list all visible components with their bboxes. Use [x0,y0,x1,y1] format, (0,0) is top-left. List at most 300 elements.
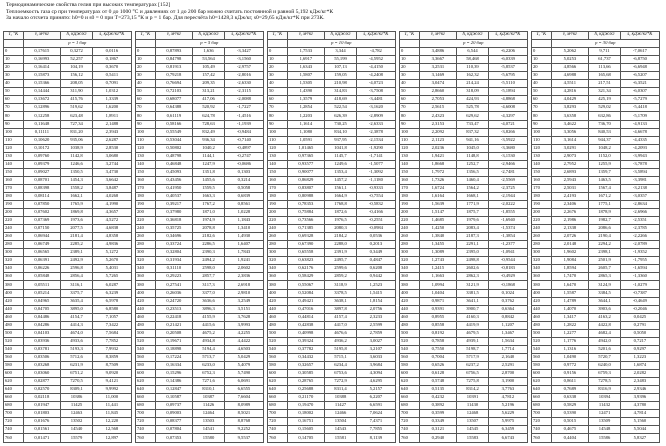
volume-cell: 0,10620 [23,136,61,144]
table-row [136,353,264,361]
enthalpy-cell: 13509 [589,418,621,426]
enthalpy-cell: 55,199 [325,56,357,64]
table-row [136,329,264,337]
temperature-cell: 760 [4,434,24,443]
temperature-cell: 20 [532,64,552,72]
enthalpy-cell: 12471 [589,410,621,418]
temperature-cell: 260 [4,233,24,241]
enthalpy-cell: 1768,8 [325,200,357,208]
table-row [136,64,264,72]
volume-cell: 0,75884 [287,209,325,217]
enthalpy-cell: 104,19 [61,64,93,72]
table-row [400,96,528,104]
volume-cell: 2,2092 [419,128,457,136]
volume-cell: 0,90077 [287,168,325,176]
entropy-cell: -6,8750 [620,56,659,64]
table-row [268,289,396,297]
volume-cell: 3,4886 [419,48,457,56]
enthalpy-cell: 15586 [589,434,621,443]
volume-cell: 3,3056 [551,128,589,136]
table-row [4,56,132,64]
table-row [136,128,264,136]
enthalpy-cell: 1979,6 [457,217,489,225]
entropy-cell: -2,6330 [224,80,263,88]
entropy-cell: -1,5077 [356,160,395,168]
table-row [400,361,528,369]
table-row [400,184,528,192]
table-row [532,410,660,418]
enthalpy-cell: 4936,2 [325,337,357,345]
temperature-cell: 120 [532,144,552,152]
enthalpy-cell: 733,47 [457,120,489,128]
volume-cell: 1,5305 [287,80,325,88]
enthalpy-cell: 1564,2 [457,184,489,192]
temperature-cell: 100 [136,128,156,136]
enthalpy-cell: 12468 [457,410,489,418]
volume-cell: 0,06565 [23,249,61,257]
temperature-cell: 300 [136,249,156,257]
table-row [532,104,660,112]
pressure-label: p = 30 бар [551,40,659,48]
entropy-cell: -3,2138 [620,184,659,192]
enthalpy-cell: 1664,9 [325,192,357,200]
table-row [136,56,264,64]
entropy-cell: 4,0268 [92,192,131,200]
temperature-cell: 560 [4,353,24,361]
temperature-cell: 110 [136,136,156,144]
volume-cell: 2,1986 [551,217,589,225]
enthalpy-cell: 4419,9 [457,321,489,329]
enthalpy-cell: 4934,8 [193,337,225,345]
enthalpy-cell: 425,19 [589,96,621,104]
enthalpy-cell: 11430 [457,402,489,410]
enthalpy-cell: 2857,7 [193,273,225,281]
temperature-cell: 500 [268,329,288,337]
table-row [400,225,528,233]
temperature-cell: 520 [4,337,24,345]
table-row [532,402,660,410]
table-row [268,305,396,313]
table-row [4,217,132,225]
enthalpy-cell: 3384,5 [589,289,621,297]
temperature-cell: 360 [4,273,24,281]
enthalpy-cell: 1144,1 [193,152,225,160]
table-row [136,402,264,410]
entropy-cell: -1,0279 [620,281,659,289]
enthalpy-cell: 1561,1 [325,184,357,192]
table-row [400,426,528,434]
table-row [400,273,528,281]
entropy-cell: 2,3233 [356,313,395,321]
enthalpy-cell: 217,51 [589,80,621,88]
temperature-cell: 580 [268,361,288,369]
volume-cell: 0,68077 [155,96,193,104]
temperature-cell: 360 [268,273,288,281]
table-row [532,128,660,136]
entropy-cell: 1,9241 [224,257,263,265]
entropy-cell: 0,6208 [356,265,395,273]
pressure-label: p = 5 бар [155,40,263,48]
enthalpy-cell: 2291,1 [457,241,489,249]
temperature-cell: 200 [136,209,156,217]
entropy-cell: 12,568 [92,426,131,434]
entropy-cell: -2,2266 [620,233,659,241]
volume-cell: 0,21421 [155,321,193,329]
column-header-v: v, м³/кг [551,32,589,40]
volume-cell: 5,2062 [551,48,589,56]
table-row [4,80,132,88]
enthalpy-cell: 3118,9 [325,281,357,289]
temperature-cell: 160 [268,176,288,184]
entropy-cell: 5,7490 [224,369,263,377]
volume-cell: 0,86829 [287,176,325,184]
enthalpy-cell: 3,344 [325,48,357,56]
entropy-cell: 5,6229 [488,410,527,418]
table-row [136,289,264,297]
enthalpy-cell: 3897,8 [325,305,357,313]
enthalpy-cell: 1558,2 [61,184,93,192]
entropy-cell: -1,7227 [224,104,263,112]
volume-cell: 2,4323 [419,112,457,120]
temperature-cell: 120 [400,144,420,152]
temperature-cell: 720 [4,418,24,426]
enthalpy-cell: 1460,4 [457,176,489,184]
temperature-cell: 500 [4,329,24,337]
column-header-h: h, кДж/кг [457,32,489,40]
temperature-cell: 600 [400,369,420,377]
volume-cell: 2,5031 [551,184,589,192]
enthalpy-cell: 3381,5 [457,289,489,297]
temperature-cell: 70 [400,104,420,112]
table-row [532,426,660,434]
entropy-cell: 12,220 [92,418,131,426]
entropy-cell: -4,0723 [356,80,395,88]
entropy-cell: 9,5537 [224,434,263,443]
enthalpy-cell: 1663,3 [193,192,225,200]
temperature-cell: 20 [136,64,156,72]
table-row [532,265,660,273]
volume-cell: 1,4685 [419,217,457,225]
volume-cell: 1,01465 [287,144,325,152]
volume-cell: 0,19671 [155,337,193,345]
table-row [532,233,660,241]
table-row [4,257,132,265]
volume-cell: 0,44814 [287,313,325,321]
temperature-cell: 660 [136,394,156,402]
volume-cell: 3,0474 [419,80,457,88]
entropy-cell: 1,6200 [92,104,131,112]
table-row [136,361,264,369]
temperature-cell: 200 [532,209,552,217]
temperature-cell: 280 [400,241,420,249]
enthalpy-cell: 1142,8 [61,152,93,160]
enthalpy-cell: 4675,2 [193,329,225,337]
entropy-cell: 3,0027 [356,337,395,345]
temperature-cell: 760 [532,434,552,443]
table-row [268,418,396,426]
table-row [268,217,396,225]
table-row [268,225,396,233]
volume-cell: 0,5135 [419,386,457,394]
table-row [268,96,396,104]
table-row [400,410,528,418]
entropy-cell: 1,1843 [224,217,263,225]
temperature-cell: 320 [400,257,420,265]
table-row [532,394,660,402]
enthalpy-cell: 1048,2 [589,144,621,152]
entropy-cell: 6,6591 [356,402,395,410]
column-header-v: v, м³/кг [155,32,193,40]
enthalpy-cell: 0,3272 [61,48,93,56]
column-header-s: s, кДж/кг*К [620,32,659,40]
entropy-cell: -1,3092 [356,168,395,176]
entropy-cell: 2,8700 [488,369,527,377]
entropy-cell: 6,6743 [488,434,527,443]
temperature-cell: 520 [268,337,288,345]
entropy-cell: 3,1900 [488,378,527,386]
document-header [6,2,662,22]
blank-cell [400,40,420,48]
volume-cell: 0,20508 [155,329,193,337]
entropy-cell: 6,0691 [224,378,263,386]
temperature-cell: 160 [400,176,420,184]
entropy-cell: 4,1990 [92,200,131,208]
volume-cell: 0,15873 [23,72,61,80]
volume-cell: 0,7550 [419,345,457,353]
table-row [4,369,132,377]
volume-cell: 0,01561 [23,426,61,434]
enthalpy-cell: 209,35 [193,80,225,88]
enthalpy-cell: 7275,8 [457,378,489,386]
volume-cell: 0,16751 [287,418,325,426]
temperature-cell: 280 [136,241,156,249]
temperature-cell: 480 [4,321,24,329]
table-row [136,257,264,265]
enthalpy-cell: 3375,7 [61,289,93,297]
temperature-cell: 360 [532,273,552,281]
entropy-cell: -4,3297 [488,112,527,120]
entropy-cell: -4,782 [356,48,395,56]
enthalpy-cell: 14541 [193,426,225,434]
enthalpy-cell: 3124,9 [589,281,621,289]
enthalpy-cell: 1351,8 [193,168,225,176]
volume-cell: 0,25688 [287,386,325,394]
temperature-cell: 110 [268,136,288,144]
temperature-cell: 50 [136,88,156,96]
volume-cell: 0,13672 [23,96,61,104]
table-row [136,136,264,144]
table-row [400,386,528,394]
enthalpy-cell: 61,737 [589,56,621,64]
table-row [136,72,264,80]
entropy-cell: -4,6008 [488,104,527,112]
table-row [268,345,396,353]
volume-cell: 1,9421 [419,152,457,160]
temperature-cell: 380 [4,281,24,289]
entropy-cell: 1,1207 [488,321,527,329]
entropy-cell: 4,4422 [224,337,263,345]
enthalpy-cell: 1252,7 [457,160,489,168]
enthalpy-cell: 2495,7 [325,257,357,265]
table-row [400,104,528,112]
table-row [400,337,528,345]
temperature-cell: 10 [136,56,156,64]
volume-cell: 0,23513 [155,305,193,313]
table-row [400,305,528,313]
entropy-cell: -5,6795 [488,72,527,80]
entropy-cell: 2,9346 [620,386,659,394]
entropy-cell: -4,2093 [620,144,659,152]
volume-cell: 0,80988 [287,192,325,200]
table-row [400,353,528,361]
entropy-cell: -0,4929 [488,273,527,281]
entropy-cell: 1,7714 [488,345,527,353]
enthalpy-cell: 4415,6 [193,321,225,329]
table-row [400,56,528,64]
entropy-cell: -2,0088 [224,96,263,104]
volume-cell: 0,6526 [419,361,457,369]
temperature-cell: 740 [4,426,24,434]
enthalpy-cell: 3636,6 [193,297,225,305]
volume-cell: 0,93577 [287,160,325,168]
temperature-cell: 140 [268,160,288,168]
temperature-cell: 10 [532,56,552,64]
volume-cell: 1,4070 [551,305,589,313]
table-row [136,88,264,96]
entropy-cell: -2,3785 [620,225,659,233]
table-row [268,257,396,265]
temperature-cell: 680 [136,402,156,410]
enthalpy-cell: 2184,2 [325,233,357,241]
table-row [400,152,528,160]
volume-cell: 0,48798 [155,152,193,160]
enthalpy-cell: 5713,7 [193,353,225,361]
volume-cell: 0,08114 [23,192,61,200]
table-row [4,88,132,96]
enthalpy-cell: 2086,6 [589,225,621,233]
volume-cell: 0,26036 [155,289,193,297]
temperature-cell: 580 [400,361,420,369]
column-header-h: h, кДж/кг [325,32,357,40]
entropy-cell: 1,3467 [488,329,527,337]
enthalpy-cell: 2598,0 [193,265,225,273]
enthalpy-cell: 6756,5 [457,369,489,377]
entropy-cell: -3,3427 [224,48,263,56]
temperature-cell: 80 [4,112,24,120]
volume-cell: 1,8668 [419,160,457,168]
table-row [4,96,132,104]
entropy-cell: 5,4031 [92,265,131,273]
temperature-cell: 700 [136,410,156,418]
temperature-cell: 170 [136,184,156,192]
entropy-cell: 7,1057 [92,313,131,321]
enthalpy-cell: 2077,5 [61,225,93,233]
table-row [400,394,528,402]
blank-cell [4,40,24,48]
entropy-cell: -6,2206 [488,48,527,56]
volume-cell: 0,39324 [287,337,325,345]
volume-cell: 1,2822 [551,321,589,329]
temperature-cell: 300 [400,249,420,257]
temperature-cell: 440 [136,305,156,313]
volume-cell: 0,12258 [23,112,61,120]
table-row [136,434,264,443]
temperature-cell: 540 [4,345,24,353]
enthalpy-cell: 2083,4 [457,225,489,233]
table-row [268,265,396,273]
temperature-cell: 200 [268,209,288,217]
table-row [136,378,264,386]
volume-cell: 2,8660 [419,88,457,96]
entropy-cell: 6,2207 [356,394,395,402]
enthalpy-cell: 417,06 [193,96,225,104]
entropy-cell: -1,6940 [488,217,527,225]
entropy-cell: 5,5044 [620,426,659,434]
table-row [532,96,660,104]
temperature-cell: 580 [532,361,552,369]
temperature-cell: 0 [268,48,288,56]
table-row [136,281,264,289]
enthalpy-cell: 4679,5 [457,329,489,337]
column-header-s: s, кДж/кг*К [488,32,527,40]
entropy-cell: 0,0536 [356,233,395,241]
enthalpy-cell: 6753,6 [325,369,357,377]
entropy-cell: -1,5374 [488,225,527,233]
volume-cell: 0,84798 [155,56,193,64]
column-header-v: v, м³/кг [23,32,61,40]
table-row [268,160,396,168]
enthalpy-cell: 15583 [457,434,489,443]
table-row [532,64,660,72]
table-row [268,88,396,96]
volume-cell: 0,32657 [287,361,325,369]
temperature-cell: 180 [136,192,156,200]
temperature-cell: 190 [136,200,156,208]
table-row [400,144,528,152]
table-row [400,136,528,144]
entropy-cell: 1,0312 [92,88,131,96]
entropy-cell: -4,9133 [620,120,659,128]
volume-cell: 0,17615 [23,48,61,56]
entropy-cell: 3,2744 [92,160,131,168]
volume-cell: 1,0404 [419,289,457,297]
enthalpy-cell: 2602,6 [457,265,489,273]
enthalpy-cell: 13502 [61,418,93,426]
volume-cell: 0,01471 [23,434,61,443]
volume-cell: 1,0994 [419,281,457,289]
enthalpy-cell: 4939,1 [457,337,489,345]
enthalpy-cell: 14543 [325,426,357,434]
enthalpy-cell: 1976,5 [325,217,357,225]
volume-cell: 0,61119 [155,112,193,120]
table-row [268,80,396,88]
enthalpy-cell: 4942,0 [589,337,621,345]
temperature-cell: 420 [268,297,288,305]
temperature-cell: 200 [4,209,24,217]
volume-cell: 0,7004 [419,353,457,361]
entropy-cell: 4,6503 [224,345,263,353]
enthalpy-cell: 5715,1 [325,353,357,361]
enthalpy-cell: 53,564 [193,56,225,64]
enthalpy-cell: 1041,8 [325,144,357,152]
enthalpy-cell: 2498,8 [457,257,489,265]
table-row [136,209,264,217]
enthalpy-cell: 1771,9 [457,200,489,208]
entropy-cell: -0,7140 [224,136,263,144]
temperature-cell: 120 [4,144,24,152]
temperature-cell: 260 [400,233,420,241]
enthalpy-cell: 11427 [325,402,357,410]
